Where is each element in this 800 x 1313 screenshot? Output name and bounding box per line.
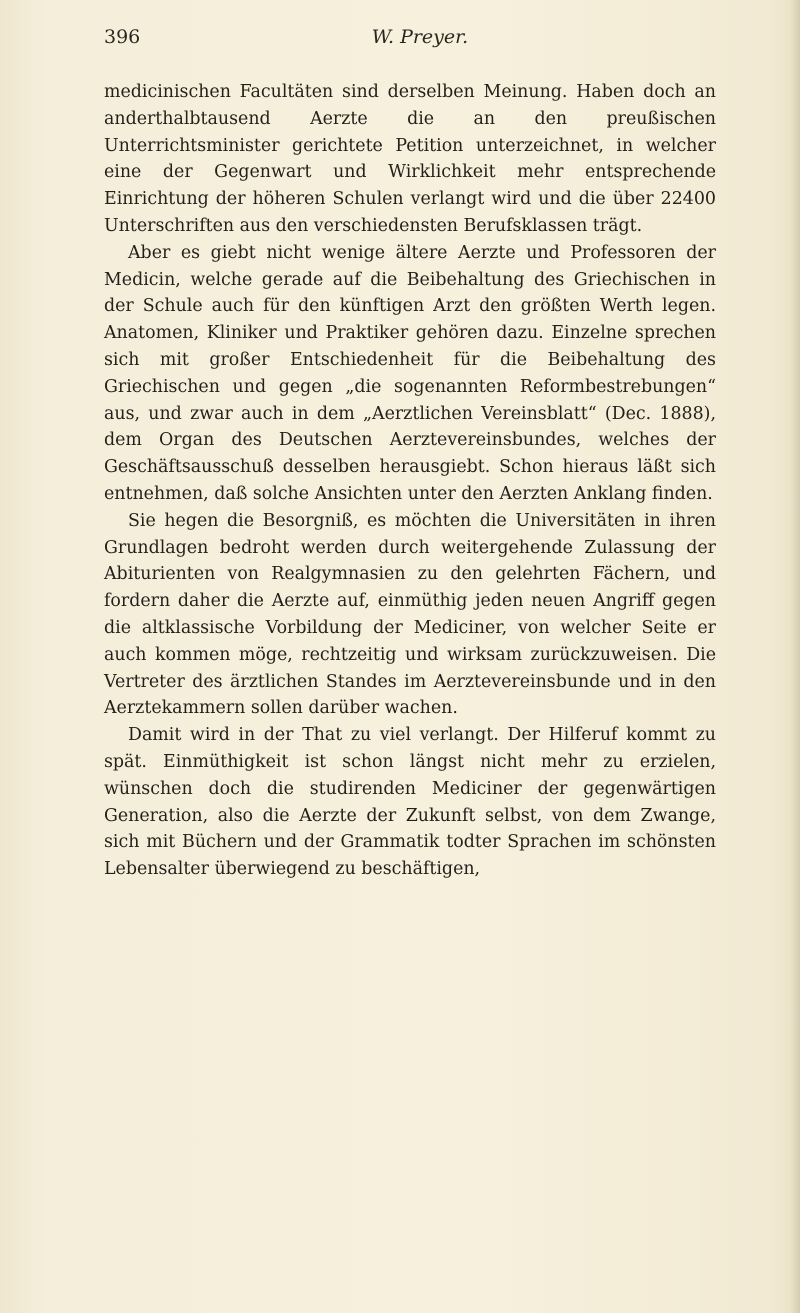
paragraph-2: Aber es giebt nicht wenige ältere Aerzte und Professoren der Medicin, welche gerade auf die Beibehaltung des Griechischen in der Schule auch für den künftigen Arzt den größten Werth legen. Anatomen, Kliniker und Praktiker gehören dazu. Einzelne sprechen sich mit großer Entschiedenheit für die Beibehaltung des Griechischen und gegen „die sogenannten Reformbestrebungen“ aus, und zwar auch in dem „Aerztlichen Vereinsblatt“ (Dec. 1888), dem Organ des Deutschen Aerztevereinsbundes, welches der Geschäftsausschuß desselben herausgiebt. Schon hieraus läßt sich entnehmen, daß solche Ansichten unter den Aerzten Anklang finden. [104,242,716,504]
paragraph-1: medicinischen Facultäten sind derselben Meinung. Haben doch an anderthalbtausend Aerzte die an den preußischen Unterrichtsminister gerichtete Petition unterzeichnet, in welcher eine der Gegenwart und Wirklichkeit mehr entsprechende Einrichtung der höheren Schulen verlangt wird und die über 22400 Unterschriften aus den verschiedensten Berufsklassen trägt. [104,82,716,236]
running-title: W. Preyer. [371,26,469,48]
paragraph-3: Sie hegen die Besorgniß, es möchten die Universitäten in ihren Grundlagen bedroht werden durch weitergehende Zulassung der Abiturienten von Realgymnasien zu den gelehrten Fächern, und fordern daher die Aerzte auf, einmüthig jeden neuen Angriff gegen die altklassische Vorbildung der Mediciner, von welcher Seite er auch kommen möge, rechtzeitig und wirksam zurückzuweisen. Die Vertreter des ärztlichen Standes im Aerztevereinsbunde und in den Aerztekammern sollen darüber wachen. [104,510,716,719]
running-head [104,26,714,52]
body-text [104,79,716,883]
page-edge-shadow [790,0,800,1313]
page-number: 396 [104,26,141,48]
paragraph-4: Damit wird in der That zu viel verlangt. Der Hilferuf kommt zu spät. Einmüthigkeit ist schon längst nicht mehr zu erzielen, wünschen doch die studirenden Mediciner der gegenwärtigen Generation, also die Aerzte der Zukunft selbst, von dem Zwange, sich mit Büchern und der Grammatik todter Sprachen im schönsten Lebensalter überwiegend zu beschäftigen, [104,725,716,880]
